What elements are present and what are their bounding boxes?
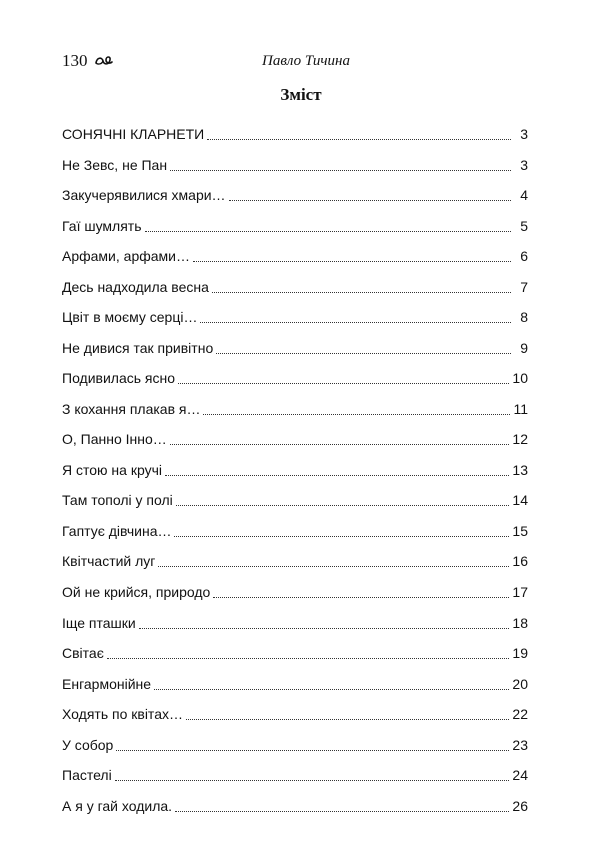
dot-leader	[200, 321, 511, 323]
toc-entry	[62, 394, 528, 425]
toc-entry	[62, 241, 528, 272]
toc-entry-page-number: 10	[512, 370, 528, 387]
toc-entry	[62, 424, 528, 455]
toc-entry-page-number: 4	[520, 187, 528, 204]
dot-leader	[174, 535, 509, 537]
toc-entry	[62, 607, 528, 638]
toc-entry	[62, 119, 528, 150]
toc-entry-page-number: 19	[512, 645, 528, 662]
toc-entry-page-number: 11	[513, 400, 528, 417]
toc-entry	[62, 760, 528, 791]
toc-entry-page-number: 6	[520, 248, 528, 265]
toc-entry-page-number: 15	[512, 522, 528, 539]
toc-entry-page-number: 3	[520, 156, 528, 173]
dot-leader	[165, 474, 509, 476]
toc-entry-page-number: 20	[512, 675, 528, 692]
toc-entry-page-number: 24	[512, 767, 528, 784]
toc-entry-page-number: 12	[512, 431, 528, 448]
toc-entry	[62, 638, 528, 669]
toc-entry-page-number: 13	[512, 461, 528, 478]
toc-entry-title: Енгармонійне	[62, 675, 152, 692]
dot-leader	[116, 749, 509, 751]
toc-entry	[62, 363, 528, 394]
toc-entry-page-number: 3	[520, 126, 528, 143]
dot-leader	[178, 382, 509, 384]
toc-entry-page-number: 23	[512, 736, 528, 753]
toc-entry-title: Пастелі	[62, 767, 112, 784]
dot-leader	[193, 260, 511, 262]
dot-leader	[212, 291, 511, 293]
toc-entry-title: У собор	[62, 736, 114, 753]
toc-entry	[62, 333, 528, 364]
toc-entry	[62, 546, 528, 577]
dot-leader	[175, 810, 509, 812]
toc-entry-page-number: 8	[520, 309, 528, 326]
toc-entry-title: Не дивися так привітно	[62, 339, 214, 356]
toc-entry-page-number: 22	[512, 706, 528, 723]
dot-leader	[170, 169, 511, 171]
toc-entry-title: СОНЯЧНІ КЛАРНЕТИ	[62, 126, 205, 143]
toc-entry	[62, 577, 528, 608]
toc-entry-page-number: 5	[520, 217, 528, 234]
dot-leader	[107, 657, 510, 659]
dot-leader	[186, 718, 509, 720]
toc-entry-title: Я стою на кручі	[62, 461, 162, 478]
toc-entry-title: А я у гай ходила.	[62, 797, 173, 814]
toc-entry-title: Світає	[62, 645, 104, 662]
toc-entry-title: Іще пташки	[62, 614, 136, 631]
toc-entry-title: Гаї шумлять	[62, 217, 142, 234]
toc-entry	[62, 668, 528, 699]
toc-entry-title: О, Панно Інно…	[62, 431, 167, 448]
toc-entry-title: Арфами, арфами…	[62, 248, 190, 265]
toc-entry-page-number: 16	[512, 553, 528, 570]
toc-entry-page-number: 18	[512, 614, 528, 631]
page-number: 130	[62, 51, 88, 70]
dot-leader	[145, 230, 511, 232]
toc-entry	[62, 699, 528, 730]
toc-list	[62, 119, 528, 821]
toc-entry-title: Ой не крийся, природо	[62, 583, 211, 600]
toc-entry	[62, 272, 528, 303]
toc-entry-page-number: 9	[520, 339, 528, 356]
dot-leader	[158, 565, 509, 567]
toc-entry-title: Цвіт в моєму серці…	[62, 309, 198, 326]
dot-leader	[115, 779, 510, 781]
dot-leader	[176, 504, 510, 506]
toc-entry-title: Десь надходила весна	[62, 278, 209, 295]
dot-leader	[229, 199, 511, 201]
dot-leader	[213, 596, 509, 598]
toc-entry-title: Гаптує дівчина…	[62, 522, 172, 539]
toc-entry-page-number: 7	[520, 278, 528, 295]
toc-entry-page-number: 17	[512, 583, 528, 600]
dot-leader	[154, 688, 509, 690]
toc-entry-title: Ходять по квітах…	[62, 706, 183, 723]
dot-leader	[216, 352, 511, 354]
dot-leader	[207, 138, 511, 140]
page-header	[62, 50, 540, 74]
toc-entry	[62, 729, 528, 760]
toc-entry	[62, 302, 528, 333]
toc-entry-page-number: 14	[512, 492, 528, 509]
dot-leader	[203, 413, 510, 415]
dot-leader	[170, 443, 510, 445]
toc-entry-title: Квітчастий луг	[62, 553, 156, 570]
toc-entry	[62, 516, 528, 547]
toc-entry	[62, 790, 528, 821]
toc-entry-page-number: 26	[512, 797, 528, 814]
toc-entry	[62, 455, 528, 486]
toc-title: Зміст	[280, 85, 322, 104]
toc-entry-title: Подивилась ясно	[62, 370, 176, 387]
toc-entry-title: Там тополі у полі	[62, 492, 173, 509]
toc-entry	[62, 150, 528, 181]
running-title: Павло Тичина	[262, 53, 350, 69]
toc-entry	[62, 180, 528, 211]
toc-entry-title: Не Зевс, не Пан	[62, 156, 168, 173]
toc-entry	[62, 485, 528, 516]
toc-entry-title: З кохання плакав я…	[62, 400, 201, 417]
dot-leader	[139, 627, 510, 629]
toc-entry-title: Закучерявилися хмари…	[62, 187, 226, 204]
toc-entry	[62, 211, 528, 242]
